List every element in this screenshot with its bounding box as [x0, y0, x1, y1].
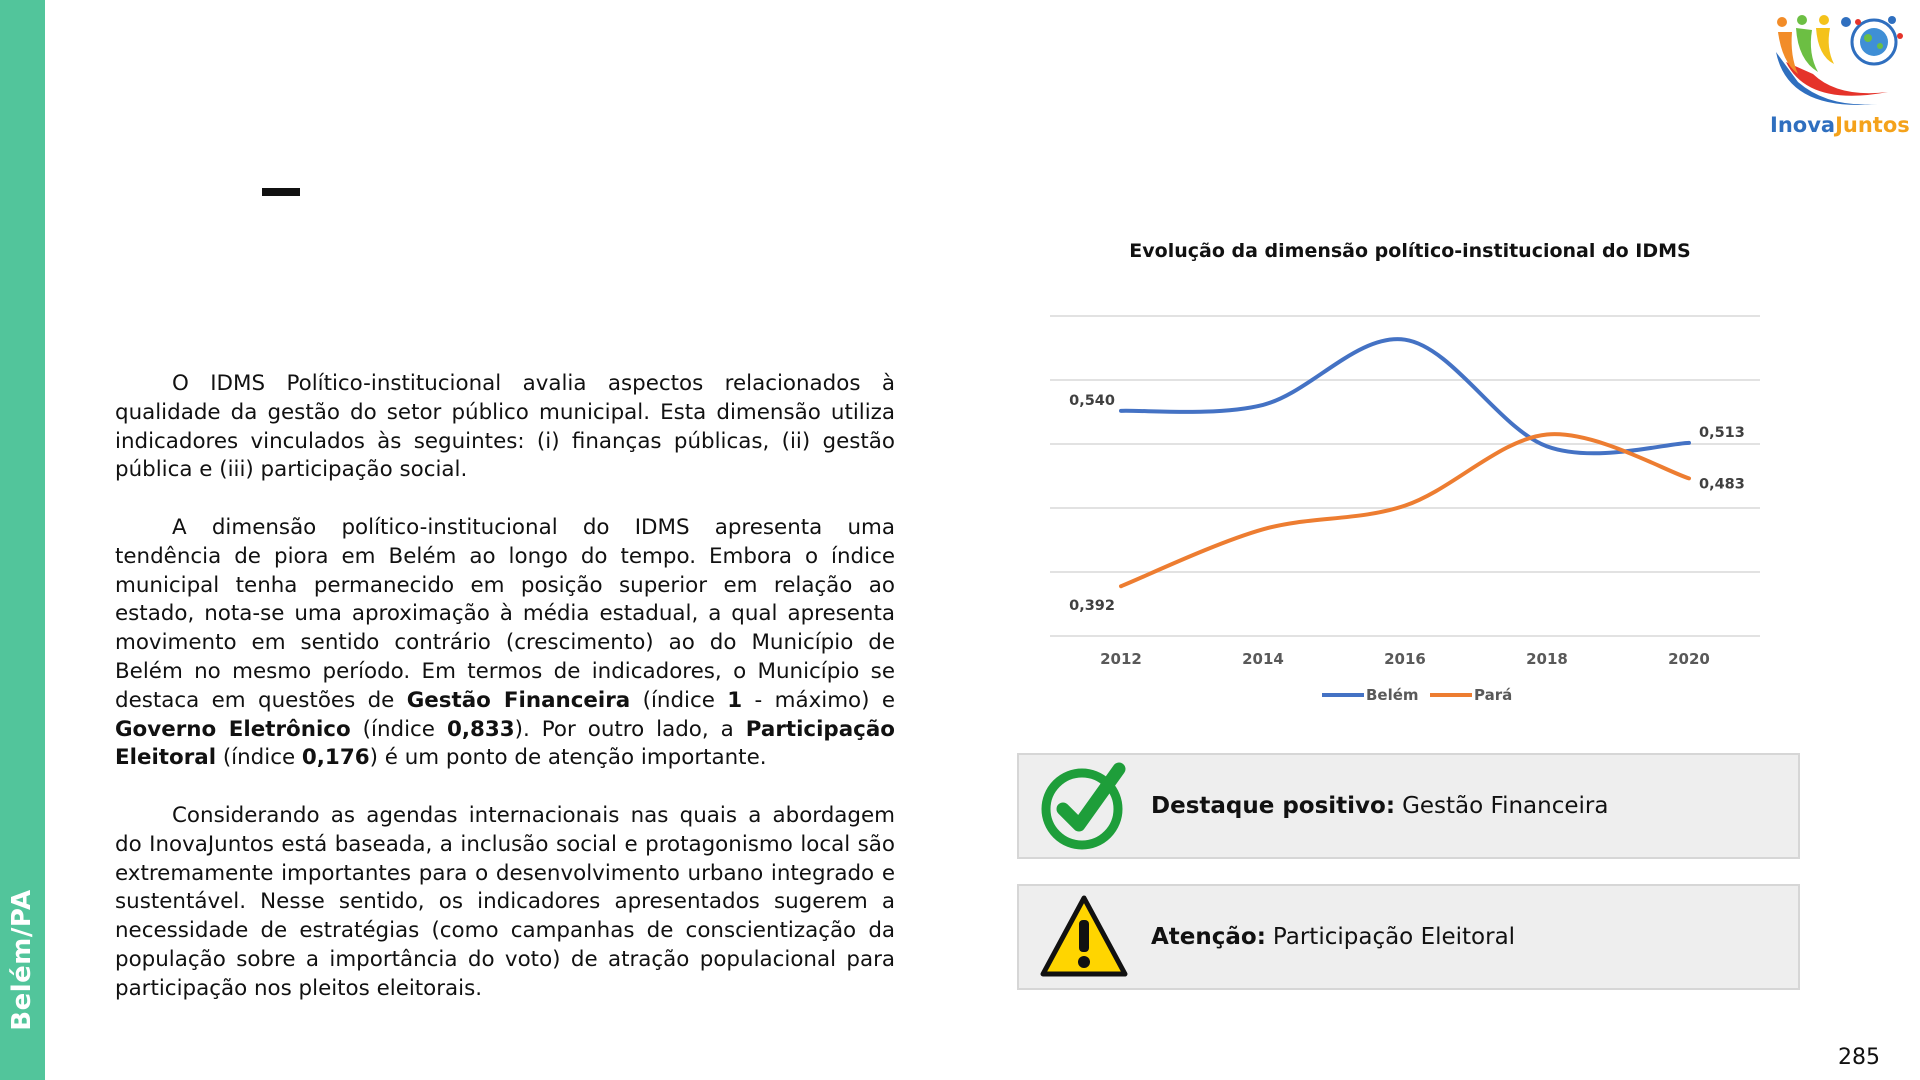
p2-text-6: (índice [216, 745, 302, 771]
p2-text-3: - máximo) e [742, 687, 895, 713]
chart-x-tick-label: 2014 [1242, 650, 1284, 668]
warning-triangle-icon [1039, 892, 1129, 982]
logo-text-juntos: Juntos [1835, 113, 1910, 137]
callout-attention-value: Participação Eleitoral [1272, 924, 1516, 950]
logo-graphic [1768, 12, 1912, 138]
callout-positive-value: Gestão Financeira [1402, 793, 1609, 819]
p2-bold-participacao-eleitoral: Participação Eleitoral [115, 716, 895, 771]
p2-text-2: (índice [630, 687, 728, 713]
callout-positive-label: Destaque positivo: [1151, 793, 1396, 819]
chart-data-label: 0,540 [1069, 392, 1115, 409]
chart-x-tick-label: 2018 [1526, 650, 1568, 668]
callout-positive [1017, 753, 1800, 859]
p2-text-1: A dimensão político-institucional do IDMS apresenta uma tendência de piora em Belém ao longo do tempo. Embora o índice municipal tenha permanecido em posição superior em relação ao estado, nota-se uma aproximação à média estadual, a qual apresenta movimento em sentido contrário (crescimento) ao do Município de Belém no mesmo período. Em termos de indicadores, o Município se destaca em questões de [115, 514, 895, 713]
body-text [115, 370, 895, 1032]
chart-data-label: 0,483 [1699, 476, 1745, 493]
chart-title: Evolução da dimensão político-institucional do IDMS [1129, 240, 1691, 262]
p2-bold-gestao-financeira: Gestão Financeira [406, 687, 631, 713]
p2-bold-index-1: 1 [727, 687, 743, 713]
inovajuntos-logo [1768, 12, 1912, 138]
page-number: 285 [1838, 1045, 1880, 1070]
svg-text:InovaJuntos [1770, 113, 1910, 137]
p2-bold-governo-eletronico: Governo Eletrônico [115, 716, 351, 742]
chart-data-label: 0,513 [1699, 424, 1745, 441]
p2-text-4: (índice [350, 716, 447, 742]
paragraph-2 [115, 514, 895, 773]
side-label-container [0, 0, 45, 1080]
check-circle-icon [1039, 761, 1129, 851]
p2-bold-index-0833: 0,833 [446, 716, 515, 742]
line-chart [1040, 300, 1780, 720]
chart-series-line-belém [1121, 339, 1689, 453]
city-label: Belém/PA [7, 889, 37, 1031]
callout-attention [1017, 884, 1800, 990]
logo-text-inova: Inova [1770, 113, 1836, 137]
p2-text-5: ). Por outro lado, a [514, 716, 746, 742]
chart-legend-label: Belém [1366, 686, 1419, 704]
callout-attention-label: Atenção: [1151, 924, 1266, 950]
callout-attention-text [1151, 886, 1515, 988]
paragraph-3: Considerando as agendas internacionais nas quais a abordagem do InovaJuntos está baseada, a inclusão social e protagonismo local são extremamente importantes para o desenvolvimento urbano integrado e sustentável. Nesse sentido, os indicadores apresentados sugerem a necessidade de estratégias (como campanhas de conscientização da população sobre a importância do voto) de atração populacional para participação nos pleitos eleitorais. [115, 802, 895, 1001]
chart-legend-label: Pará [1474, 686, 1513, 704]
p2-bold-index-0176: 0,176 [301, 745, 370, 771]
p2-text-7: ) é um ponto de atenção importante. [369, 745, 767, 771]
callout-positive-text [1151, 755, 1608, 857]
chart-x-tick-label: 2016 [1384, 650, 1426, 668]
chart-series-line-pará [1121, 434, 1689, 586]
chart-x-tick-label: 2020 [1668, 650, 1710, 668]
paragraph-1: O IDMS Político-institucional avalia aspectos relacionados à qualidade da gestão do setor público municipal. Esta dimensão utiliza indicadores vinculados às seguintes: (i) finanças públicas, (ii) gestão pública e (iii) participação social. [115, 371, 895, 483]
chart-data-label: 0,392 [1069, 598, 1115, 615]
page-title [262, 188, 300, 196]
chart-x-tick-label: 2012 [1100, 650, 1142, 668]
